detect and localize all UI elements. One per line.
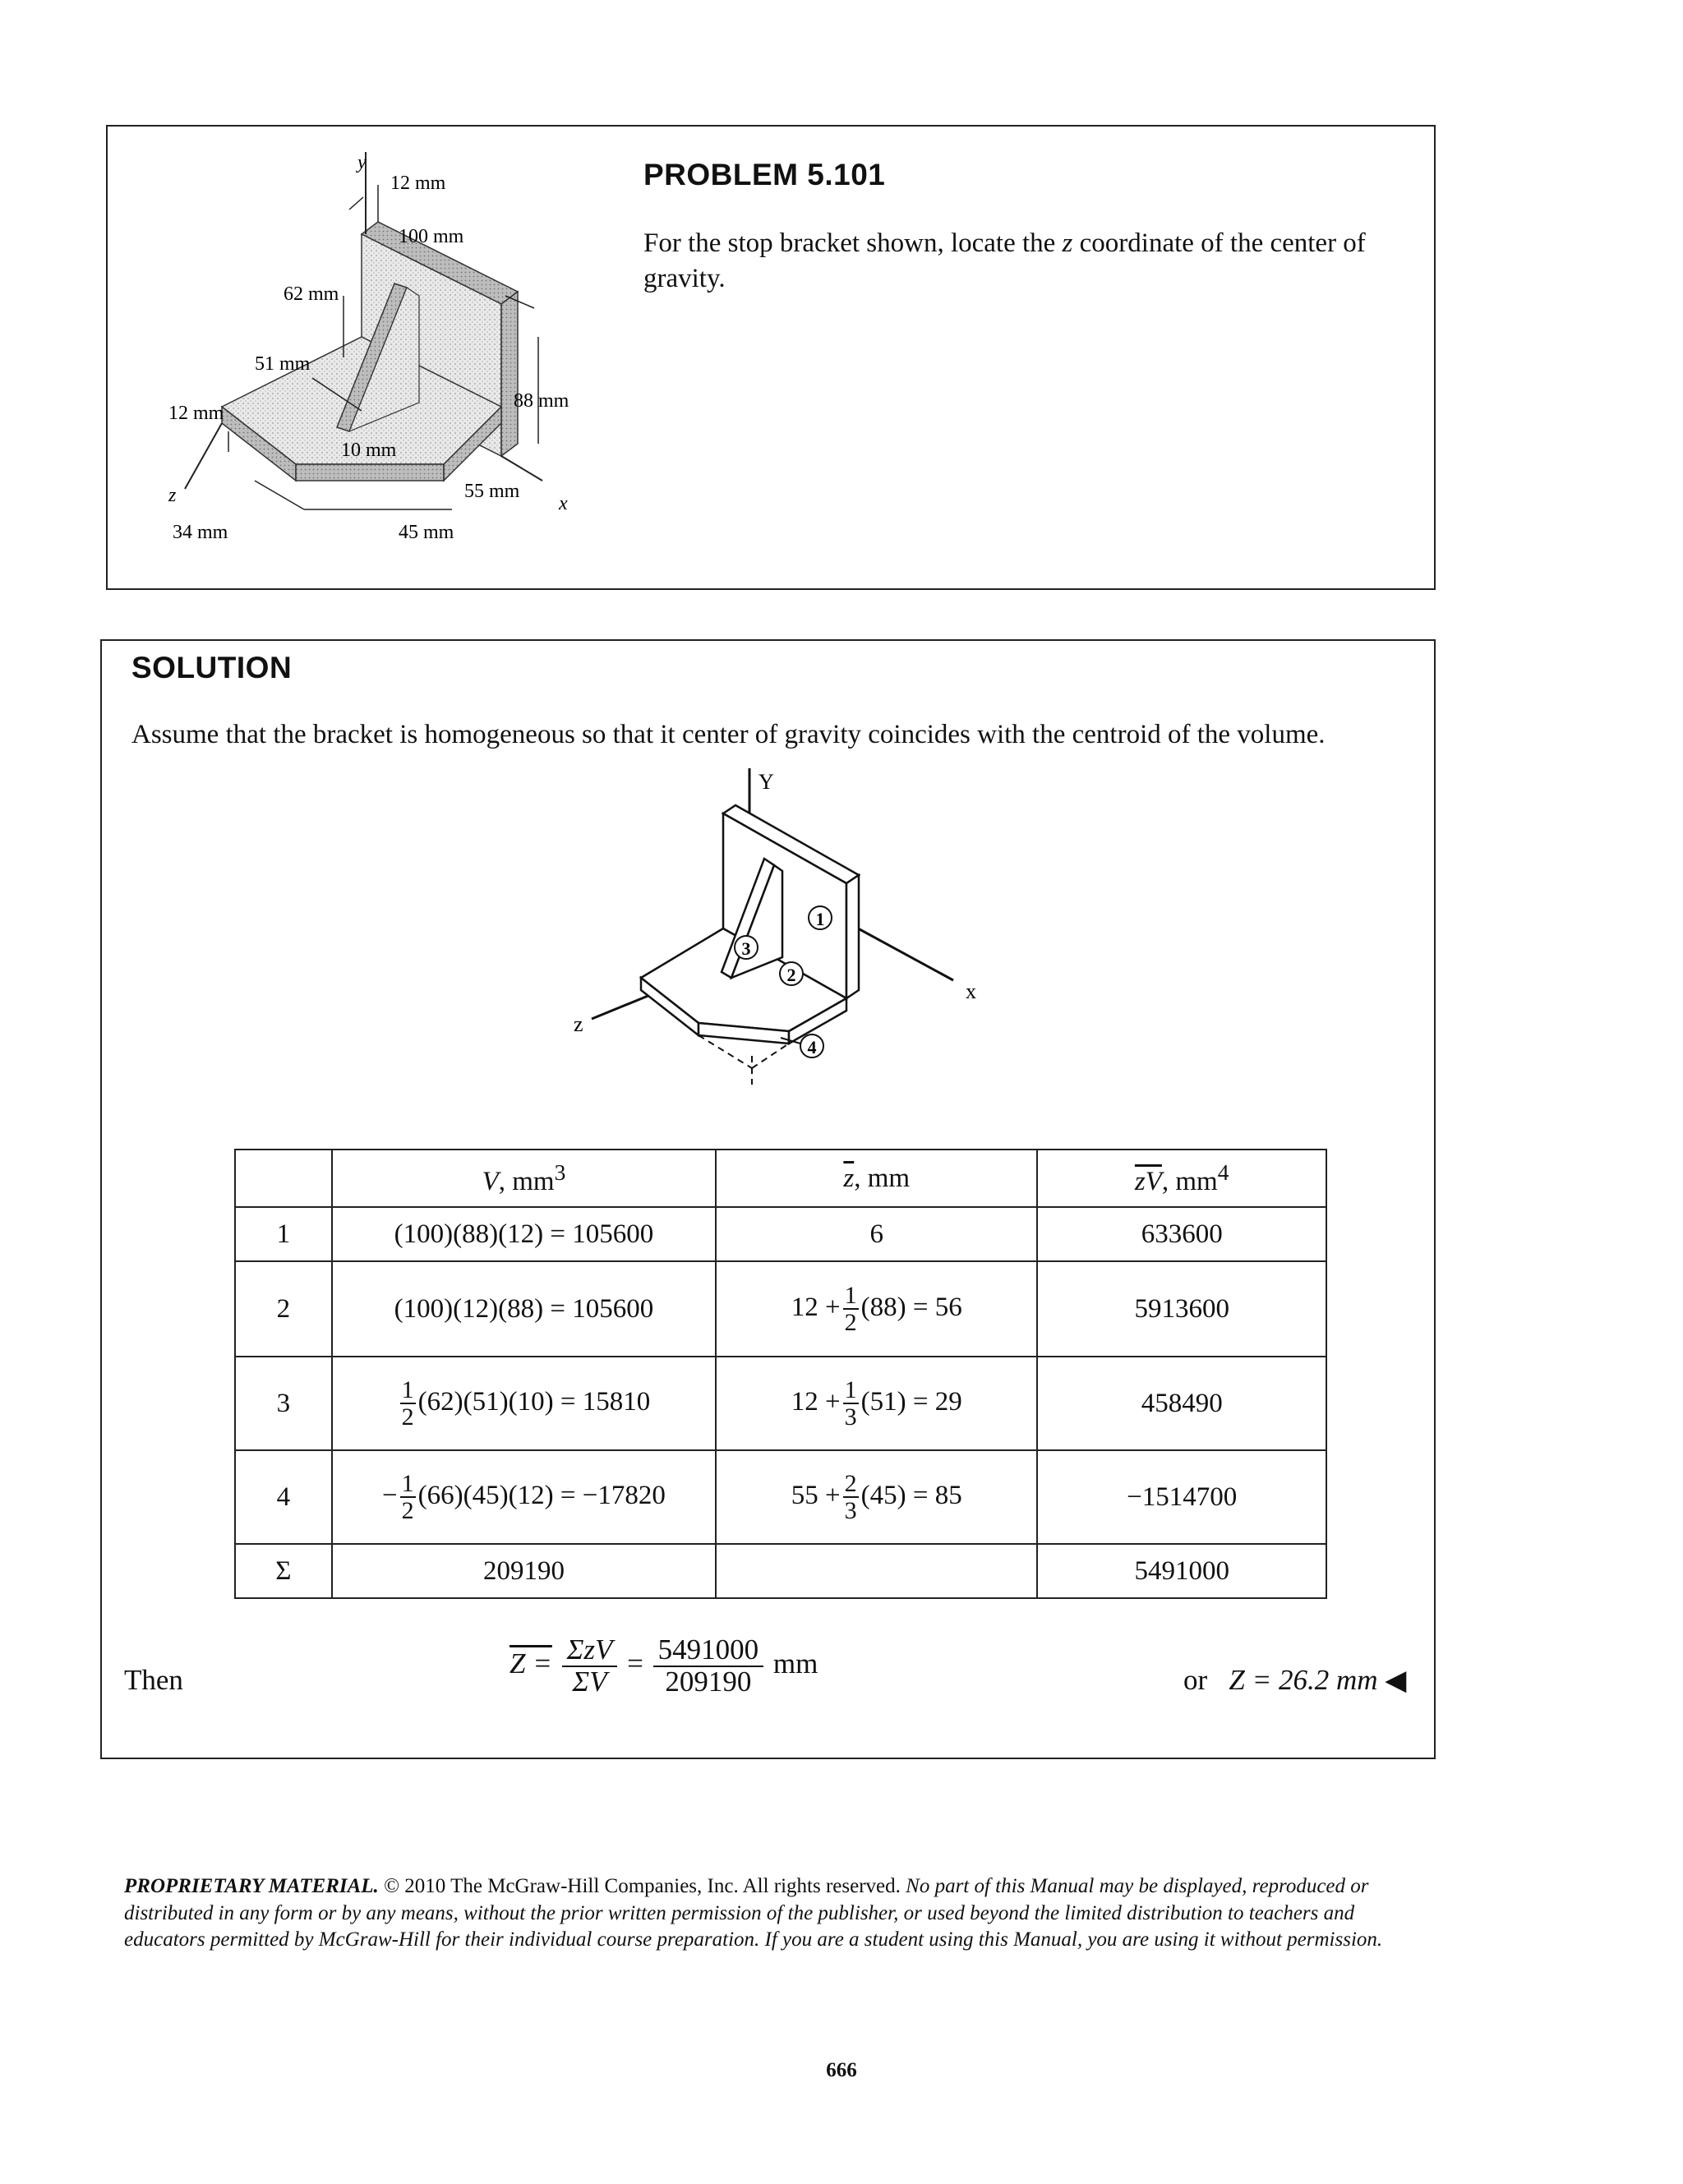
- dim-34mm: 34 mm: [173, 522, 228, 543]
- fig2-axis-x: x: [966, 979, 976, 1003]
- row-volume: − $\frac{1}{2}$ (66)(45)(12) = −17820: [332, 1450, 716, 1544]
- dim-10mm: 10 mm: [341, 440, 397, 461]
- fig1-axis-z: z: [168, 485, 177, 506]
- row-volume: (100)(12)(88) = 105600: [332, 1261, 716, 1357]
- row-index: 4: [235, 1450, 332, 1544]
- fig1-axis-x: x: [559, 493, 568, 514]
- result-formula: [510, 1635, 818, 1698]
- answer-marker-icon: ◀: [1385, 1666, 1407, 1696]
- dim-55mm: 55 mm: [464, 481, 520, 502]
- row-zbar: 55 + $\frac{2}{3}$ (45) = 85: [716, 1450, 1037, 1544]
- row-zv: 5491000: [1037, 1544, 1326, 1598]
- header-volume: V, $mm^3$: [332, 1150, 716, 1207]
- row-volume: (100)(88)(12) = 105600: [332, 1207, 716, 1261]
- table-row: [235, 1357, 1326, 1450]
- row-zv: 633600: [1037, 1207, 1326, 1261]
- row-index: 2: [235, 1261, 332, 1357]
- row-zbar: 12 + $\frac{1}{3}$ (51) = 29: [716, 1357, 1037, 1450]
- centroid-table: [234, 1149, 1327, 1599]
- result-answer-line: [1183, 1664, 1406, 1697]
- table-row-sum: [235, 1544, 1326, 1598]
- row-zv: 458490: [1037, 1357, 1326, 1450]
- dim-12mm-top: 12 mm: [390, 173, 446, 194]
- part-label-2: 2: [786, 965, 796, 985]
- row-index: Σ: [235, 1544, 332, 1598]
- row-zbar: [716, 1544, 1037, 1598]
- row-zv: −1514700: [1037, 1450, 1326, 1544]
- solution-title: SOLUTION: [131, 651, 293, 684]
- row-volume: 209190: [332, 1544, 716, 1598]
- proprietary-notice: [124, 1873, 1435, 1954]
- statement-text-pre: For the stop bracket shown, locate the: [643, 228, 1063, 258]
- statement-text-post: coordinate of the center of gravity.: [643, 228, 1366, 293]
- table-row: [235, 1207, 1326, 1261]
- result-fraction-symbolic: $\frac{\text{ΣzV}}{\Sigma V}$: [562, 1635, 618, 1698]
- header-index: [235, 1150, 332, 1207]
- fig2-axis-y: Y: [759, 770, 774, 794]
- dim-51mm: 51 mm: [255, 353, 311, 375]
- part-label-3: 3: [741, 938, 751, 959]
- row-volume: $\frac{1}{2}$ (62)(51)(10) = 15810: [332, 1357, 716, 1450]
- bracket-dimension-figure: [148, 136, 608, 563]
- fig2-axis-z: z: [574, 1012, 583, 1036]
- table-row: [235, 1261, 1326, 1357]
- result-unit: mm: [772, 1647, 818, 1679]
- part-label-1: 1: [815, 909, 825, 929]
- table-header-row: [235, 1150, 1326, 1207]
- proprietary-label: PROPRIETARY MATERIAL.: [124, 1875, 379, 1897]
- dim-12mm-left: 12 mm: [168, 403, 224, 424]
- dim-62mm: 62 mm: [284, 283, 339, 305]
- header-zbar: $\overline{z}$, mm: [716, 1150, 1037, 1207]
- problem-title: PROBLEM 5.101: [643, 158, 886, 191]
- or-label: or: [1183, 1664, 1208, 1696]
- table-row: [235, 1450, 1326, 1544]
- row-index: 1: [235, 1207, 332, 1261]
- row-zbar: 12 + $\frac{1}{2}$ (88) = 56: [716, 1261, 1037, 1357]
- row-index: 3: [235, 1357, 332, 1450]
- part-label-4: 4: [807, 1037, 817, 1057]
- dim-100mm: 100 mm: [399, 226, 464, 247]
- dim-45mm: 45 mm: [399, 522, 454, 543]
- fig1-axis-y: y: [357, 152, 367, 173]
- dim-88mm: 88 mm: [514, 390, 569, 412]
- component-breakdown-figure: [559, 760, 1019, 1105]
- row-zv: 5913600: [1037, 1261, 1326, 1357]
- notice-text: No part of this Manual may be displayed, reproduced or distributed in any form or by any means, without the prior written permission of the publisher, or used beyond the limited distribution to teachers and educators permitted by McGraw-Hill for their individual course preparation. If you are a student using this Manual, you are using it without permission.: [124, 1875, 1383, 1951]
- header-zv: $\overline{zV}$, $mm^4$: [1037, 1150, 1326, 1207]
- problem-statement: [643, 226, 1432, 297]
- result-fraction-numeric: $\frac{5491000}{209190}$: [653, 1635, 764, 1698]
- copyright-text: © 2010 The McGraw-Hill Companies, Inc. All rights reserved.: [378, 1875, 906, 1897]
- result-equals: =: [627, 1647, 643, 1679]
- row-zbar: 6: [716, 1207, 1037, 1261]
- statement-variable: z: [1062, 228, 1073, 258]
- page-number: 666: [826, 2059, 857, 2081]
- result-answer: Z = 26.2 mm: [1229, 1664, 1378, 1696]
- solution-assumption: Assume that the bracket is homogeneous so that it center of gravity coincides with the centroid of the volume.: [131, 720, 1326, 749]
- result-lhs: Z =: [510, 1647, 552, 1679]
- then-label: Then: [124, 1664, 183, 1696]
